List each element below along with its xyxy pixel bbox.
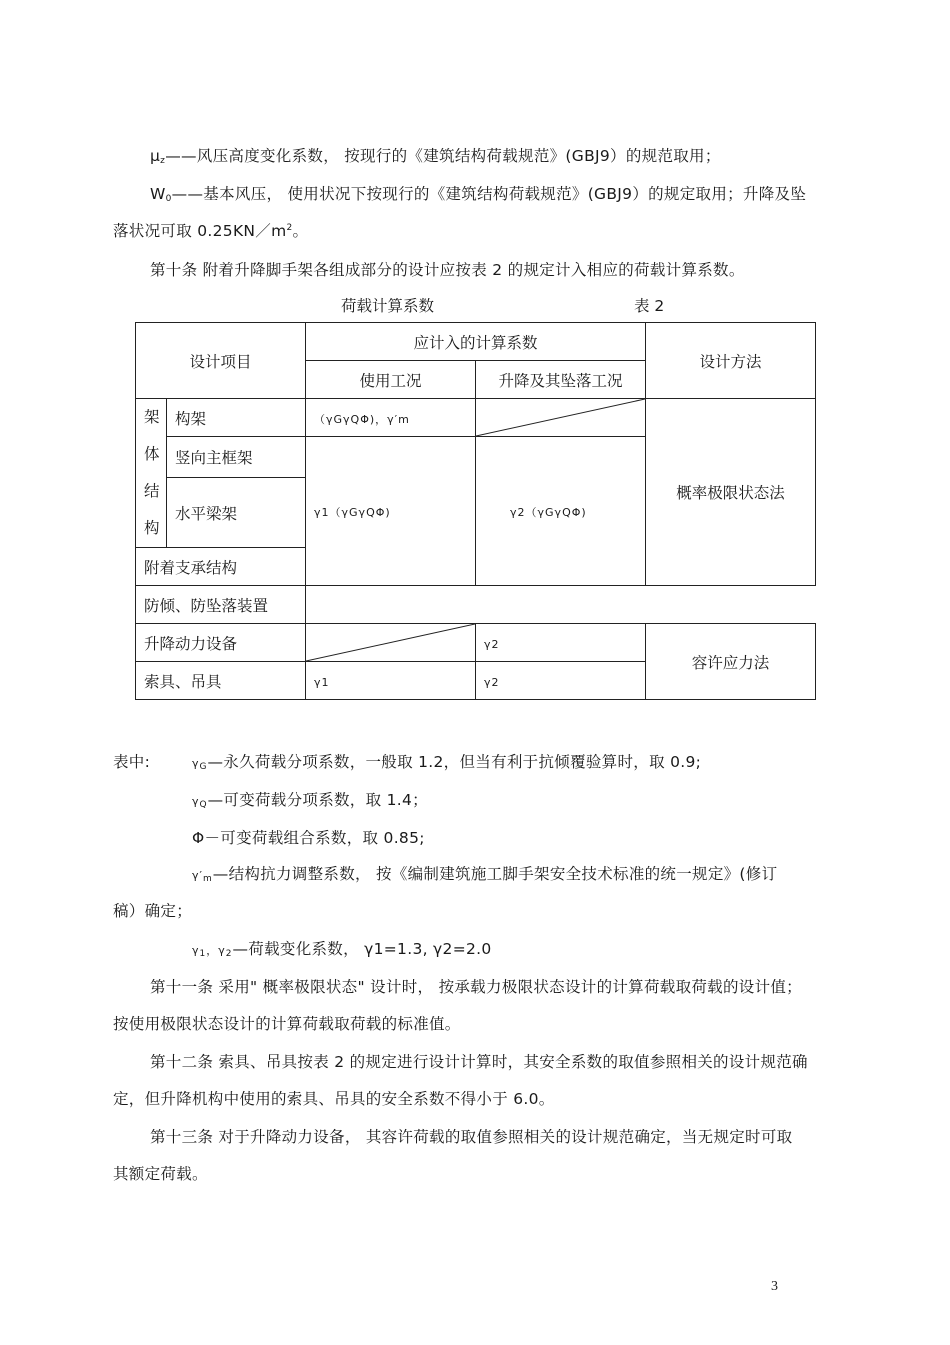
gamma-q-symbol: $\gamma_Q$: [192, 795, 208, 810]
note-gamma-m: [192, 862, 777, 884]
para-article-10: 第十条 附着升降脚手架各组成部分的设计应按表 2 的规定计入相应的荷载计算系数。: [150, 261, 745, 279]
frame-use-formula: （γGγQΦ)，γ′m: [314, 412, 410, 426]
gamma-m-symbol: $\gamma'_m$: [192, 869, 213, 884]
method-allowable-stress: 容许应力法: [646, 624, 816, 700]
load-coefficient-table: [135, 322, 816, 700]
gamma-m-text: —结构抗力调整系数， 按《编制建筑施工脚手架安全技术标准的统一规定》(修订: [212, 865, 778, 883]
frame-char: 体: [144, 445, 160, 463]
header-coefficients: 应计入的计算系数: [306, 323, 646, 361]
note-phi: Φ－可变荷载组合系数，取 0.85;: [192, 829, 425, 847]
method-probability: 概率极限状态法: [646, 399, 816, 586]
cell-rigging-use: [306, 662, 476, 700]
table-number: 表 2: [634, 297, 665, 315]
vertical-use-formula: γ1（γGγQΦ): [314, 506, 391, 519]
header-design-item: 设计项目: [136, 323, 306, 399]
frame-char: 架: [144, 408, 160, 426]
w0-text2b: 。: [292, 222, 309, 240]
row-vertical-frame: 竖向主框架: [167, 437, 306, 478]
header-lift-condition: 升降及其坠落工况: [476, 361, 646, 399]
frame-char: 构: [144, 519, 160, 537]
mu-text: ——风压高度变化系数， 按现行的《建筑结构荷载规范》(GBJ9）的规范取用；: [165, 147, 721, 165]
row-horizontal-beam: 水平梁架: [167, 478, 306, 548]
row-anti-fall: 防倾、防坠落装置: [136, 586, 306, 624]
mu-subscript: z: [160, 156, 166, 166]
row-rigging: 索具、吊具: [136, 662, 306, 700]
gamma-q-text: —可变荷载分项系数，取 1.4；: [207, 791, 428, 809]
cell-vertical-lift: [476, 437, 646, 586]
vertical-lift-formula: γ2（γGγQΦ): [510, 506, 587, 519]
para-article-11-line2: 按使用极限状态设计的计算荷载取荷载的标准值。: [113, 1015, 461, 1033]
row-frame: 构架: [167, 399, 306, 437]
note-gamma-q: [192, 788, 428, 810]
row-lift-device: 升降动力设备: [136, 624, 306, 662]
notes-label: 表中:: [113, 753, 151, 771]
note-gamma-g: [192, 750, 701, 772]
diagonal-slash: [306, 624, 475, 661]
w0-superscript: 2: [286, 223, 293, 233]
mu-symbol: μ: [150, 147, 161, 165]
rigging-use-formula: γ1: [314, 675, 330, 689]
gamma-12-symbol: $\gamma_1$，$\gamma_2$: [192, 944, 233, 959]
cell-vertical-use: [306, 437, 476, 586]
header-design-method: 设计方法: [646, 323, 816, 399]
w0-text: ——基本风压， 使用状况下按现行的《建筑结构荷载规范》(GBJ9）的规定取用；升降及坠: [171, 185, 807, 203]
w0-subscript: 0: [165, 194, 172, 204]
page-number: 3: [771, 1279, 778, 1294]
cell-rigging-lift: [476, 662, 646, 700]
para-w0-line2: [113, 219, 308, 241]
gamma-12-text: —荷载变化系数， γ1=1.3, γ2=2.0: [232, 940, 492, 958]
para-article-12-line1: 第十二条 索具、吊具按表 2 的规定进行设计计算时，其安全系数的取值参照相关的设计规范确: [150, 1053, 808, 1071]
note-gamma-12: [192, 937, 492, 959]
para-article-12-line2: 定，但升降机构中使用的索具、吊具的安全系数不得小于 6.0。: [113, 1090, 555, 1108]
w0-text2a: 落状况可取 0.25KN／m: [113, 222, 287, 240]
w0-symbol: W: [150, 185, 166, 203]
header-use-condition: 使用工况: [306, 361, 476, 399]
diagonal-slash: [476, 399, 645, 436]
cell-lift-device-lift: [476, 624, 646, 662]
para-mu-z: [150, 144, 721, 166]
para-article-13-line1: 第十三条 对于升降动力设备， 其容许荷载的取值参照相关的设计规范确定，当无规定时可取: [150, 1128, 793, 1146]
cell-lift-device-use-empty: [306, 624, 476, 662]
rigging-lift-formula: γ2: [484, 675, 500, 689]
gamma-g-symbol: $\gamma_G$: [192, 757, 208, 772]
cell-frame-lift-empty: [476, 399, 646, 437]
frame-structure-label: [136, 399, 167, 548]
lift-device-formula: γ2: [484, 637, 500, 651]
cell-frame-use: [306, 399, 476, 437]
row-attached-support: 附着支承结构: [136, 548, 306, 586]
note-gamma-m-cont: 稿）确定；: [113, 902, 193, 920]
para-article-11-line1: 第十一条 采用" 概率极限状态" 设计时， 按承载力极限状态设计的计算荷载取荷载的设计值；: [150, 978, 802, 996]
gamma-g-text: —永久荷载分项系数，一般取 1.2，但当有利于抗倾覆验算时，取 0.9;: [207, 753, 702, 771]
table-title: 荷载计算系数: [341, 297, 435, 315]
para-article-13-line2: 其额定荷载。: [113, 1165, 208, 1183]
frame-char: 结: [144, 482, 160, 500]
para-w0-line1: [150, 182, 806, 204]
